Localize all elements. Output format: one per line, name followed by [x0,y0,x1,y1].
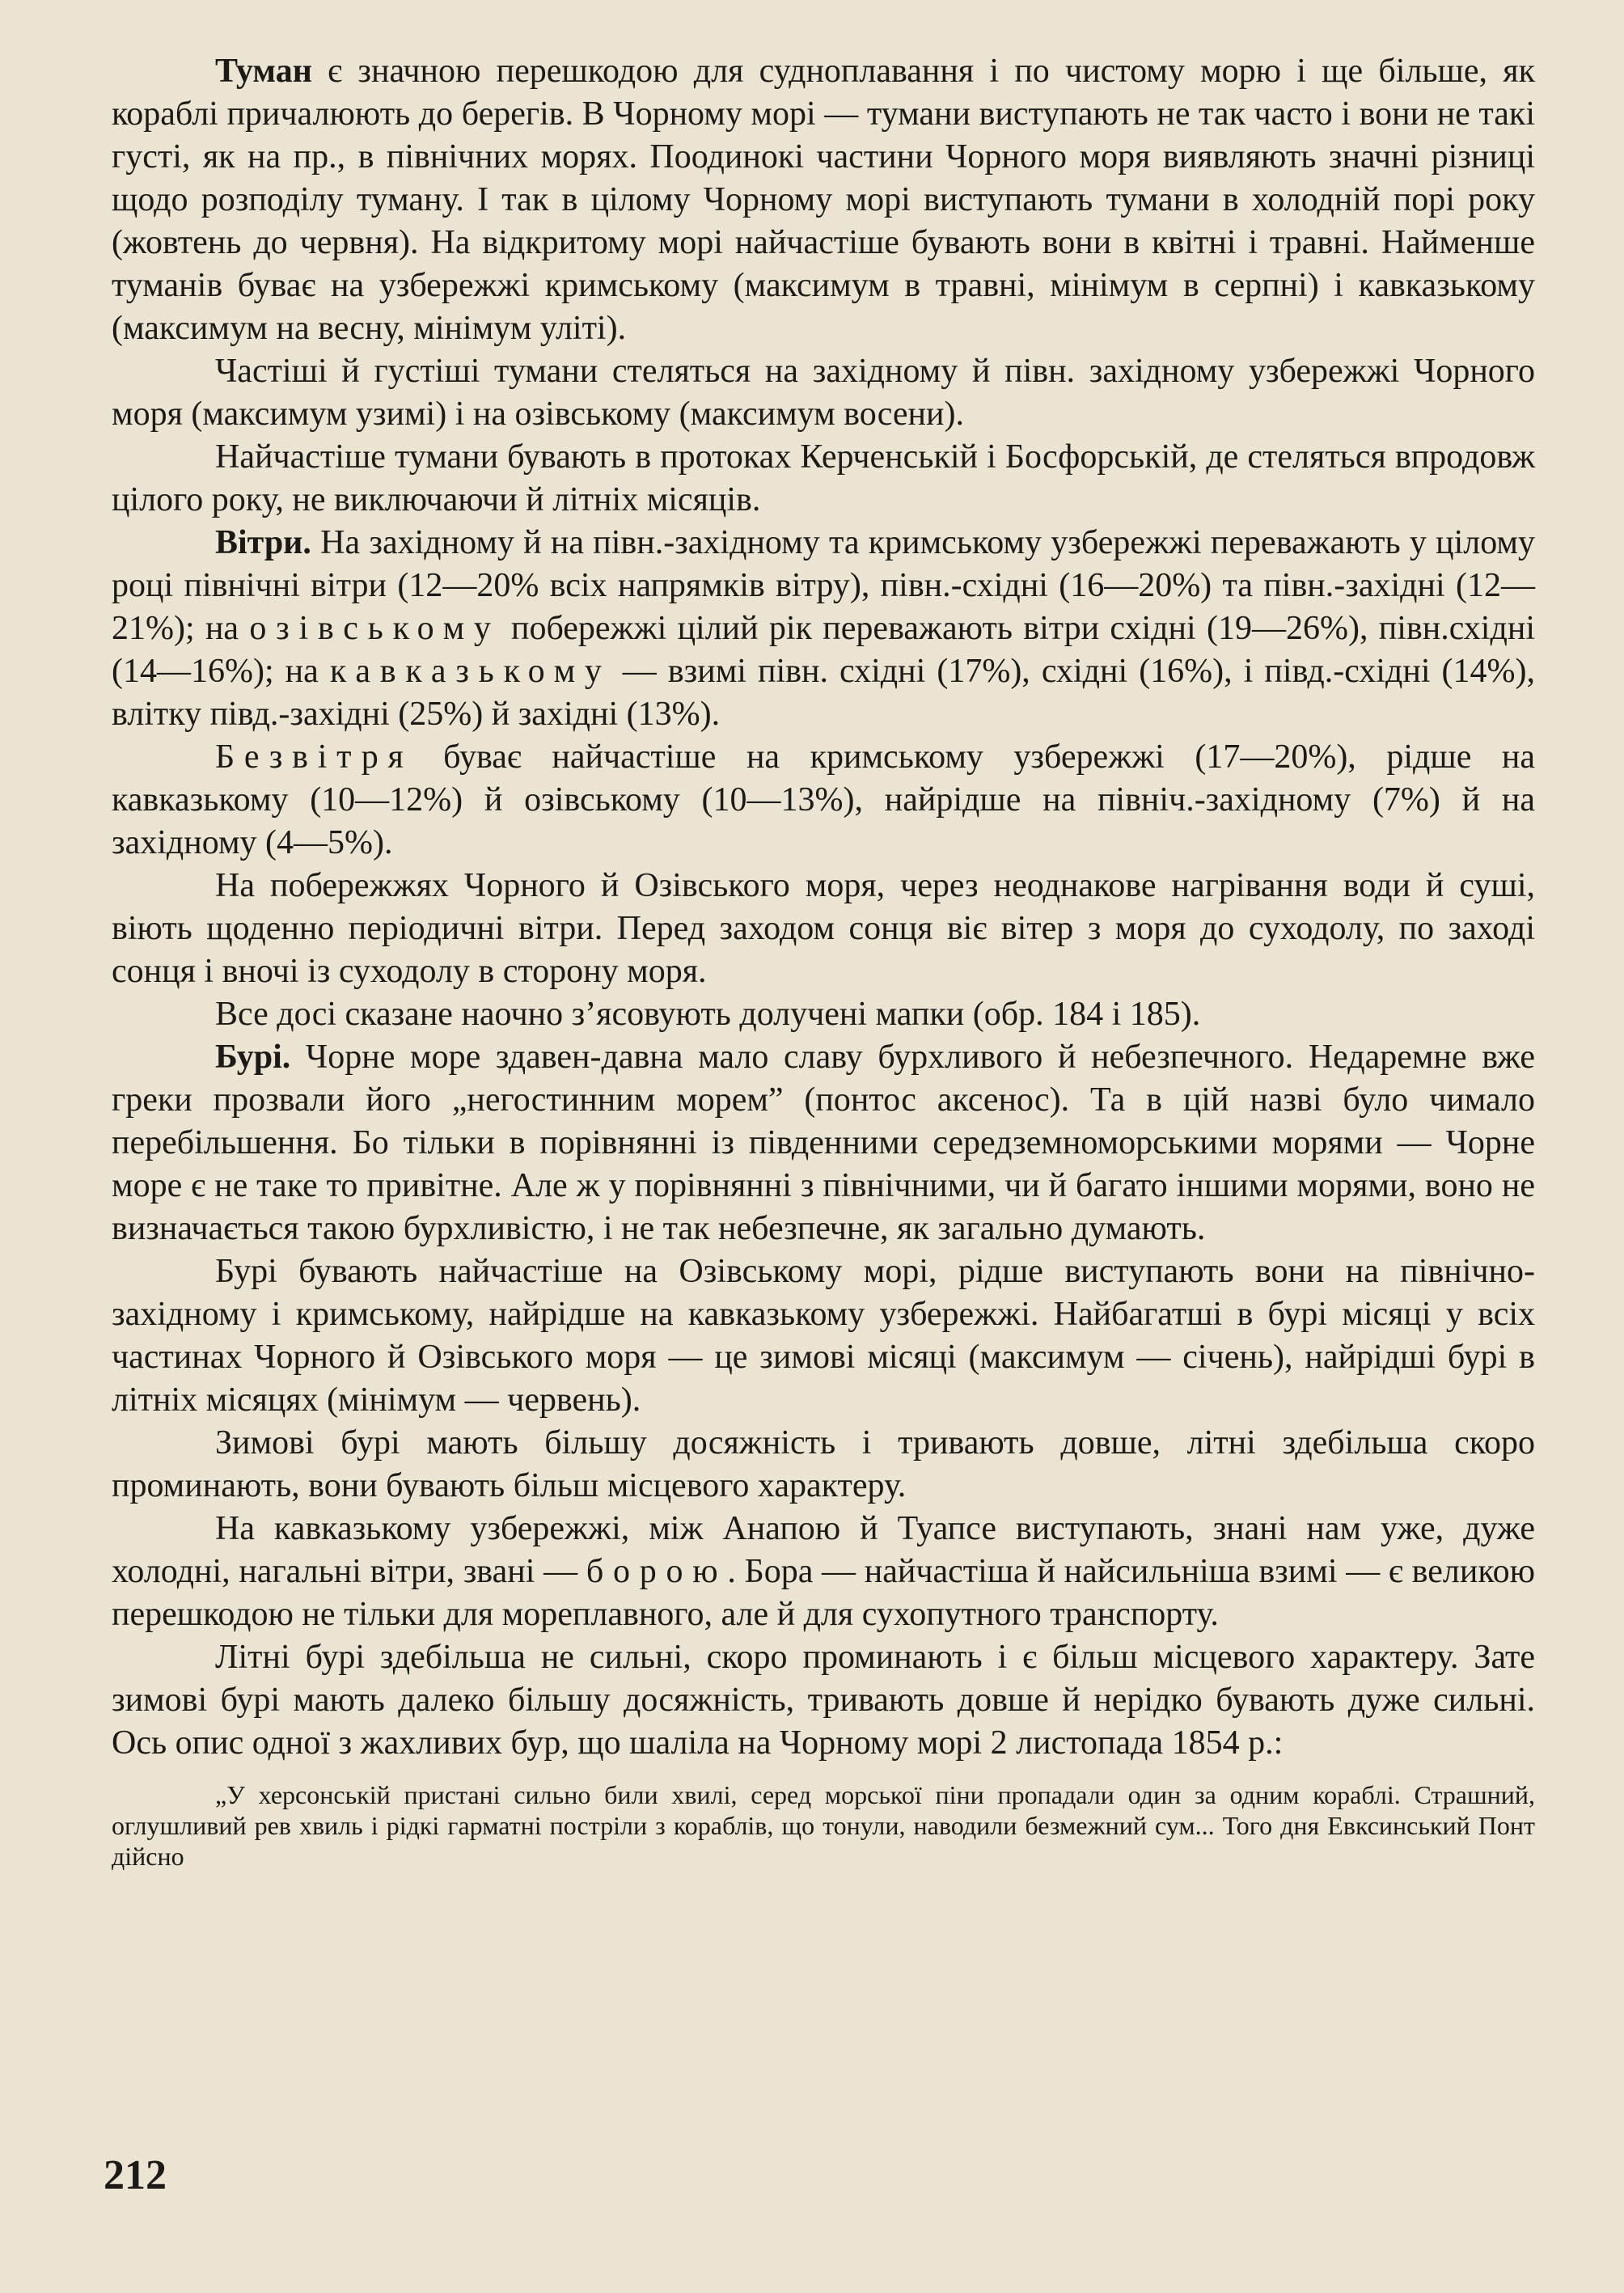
page-number: 212 [104,2152,167,2198]
paragraph-summer-storms: Літні бурі здебільша не сильні, скоро проминають і є більш місцевого характеру. Зате зимові бурі мають далеко більшу досяжність, тривають довше й нерідко бувають дуже сильні. Ось опис одної з жахливих бур, що шаліла на Чорному морі 2 листопада 1854 р.: [112,1639,1535,1762]
winds-spaced-azov: озівському [249,610,501,647]
paragraph-maps-note: Все досі сказане наочно з’ясовують долучені мапки (обр. 184 і 185). [215,996,1201,1033]
term-bora: борою [586,1553,728,1590]
paragraph-bora [112,1508,1535,1636]
paragraph-winter-storms: Зимові бурі мають більшу досяжність і тривають довше, літні здебільша скоро проминають, вони бувають більш місцевого характеру. [112,1424,1535,1504]
paragraph-storms [112,1036,1535,1250]
term-fog: Туман [215,53,312,90]
paragraph-calm [112,736,1535,865]
paragraph-winds [112,522,1535,736]
bora-text-a: На кавказькому узбережжі, між Анапою й Туапсе виступають, знані нам уже, дуже холодні, нагальні вітри, звані — [112,1510,1535,1590]
term-winds: Вітри. [215,524,311,561]
term-storms: Бурі. [215,1039,291,1076]
page-text [112,50,1535,1872]
paragraph-fog [112,50,1535,350]
quote-block: „У херсонській пристані сильно били хвилі, серед морської піни пропадали один за одним кораблі. Страшний, оглушливий рев хвиль і рідкі гарматні постріли з кораблів, що тонули, наводили безмежний сум... Того дня Евксинський Понт дійсно [112,1780,1535,1871]
paragraph-fog-straits: Найчастіше тумани бувають в протоках Керченській і Босфорській, де стеляться впродовж цілого року, не виключаючи й літніх місяців. [112,438,1535,518]
paragraph-fog-west: Частіші й густіші тумани стеляться на західному й півн. західному узбережжі Чорного моря (максимум узимі) і на озівському (максимум восени). [112,353,1535,433]
winds-text-c: — взимі півн. східні (17%), східні (16%), і півд.-східні (14%), влітку півд.-західні (25%) й західні (13%). [112,653,1536,733]
bora-text-b: . Бора — найчастіша й найсильніша взимі — є великою перешкодою не тільки для мореплавного, але й для сухопутного транспорту. [112,1553,1535,1633]
winds-text-b: побережжі цілий рік переважають вітри східні (19—26%), півн.східні (14—16%); на [112,610,1535,690]
paragraph-breezes: На побережжях Чорного й Озівського моря, через неоднакове нагрівання води й суші, віють щоденно періодичні вітри. Перед заходом сонця віє вітер з моря до суходолу, по заході сонця і вночі із суходолу в сторону моря. [112,867,1535,990]
paragraph-storms-text: Чорне море здавен-давна мало славу бурхливого й небезпечного. Недаремне вже греки прозвали його „негостинним морем” (понтос аксенос). Та в цій назві було чимало перебільшення. Бо тільки в порівнянні із південними середземноморськими морями — Чорне море є не таке то привітне. Але ж у порівнянні з північними, чи й багато іншими морями, воно не визначається такою бурхливістю, і не так небезпечне, як загально думають. [112,1039,1535,1247]
winds-spaced-caucasus: кавказькому [329,653,611,690]
paragraph-fog-text: є значною перешкодою для судноплавання і по чистому морю і ще більше, як кораблі причалюють до берегів. В Чорному морі — тумани виступають не так часто і вони не такі густі, як на пр., в північних морях. Поодинокі частини Чорного моря виявляють значні різниці щодо розподілу туману. І так в цілому Чорному морі виступають тумани в холодній порі року (жовтень до червня). На відкритому морі найчастіше бувають вони в квітні і травні. Найменше туманів буває на узбережжі кримському (максимум в травні, мінімум в серпні) і кавказькому (максимум на весну, мінімум уліті). [112,53,1535,347]
term-calm: Безвітря [215,738,413,776]
paragraph-storm-frequency: Бурі бувають найчастіше на Озівському морі, рідше виступають вони на північно-західному і кримському, найрідше на кавказькому узбережжі. Найбагатші в бурі місяці у всіх частинах Чорного й Озівського моря — це зимові місяці (максимум — січень), найрідші бурі в літніх місяцях (мінімум — червень). [112,1253,1535,1419]
winds-text-a: На західному й на півн.-західному та кримському узбережжі переважають у цілому році північні вітри (12—20% всіх напрямків вітру), півн.-східні (16—20%) та півн.-західні (12—21%); на [112,524,1535,647]
paragraph-calm-text: буває найчастіше на кримському узбережжі (17—20%), рідше на кавказькому (10—12%) й озівському (10—13%), найрідше на північ.-західному (7%) й на західному (4—5%). [112,738,1535,861]
